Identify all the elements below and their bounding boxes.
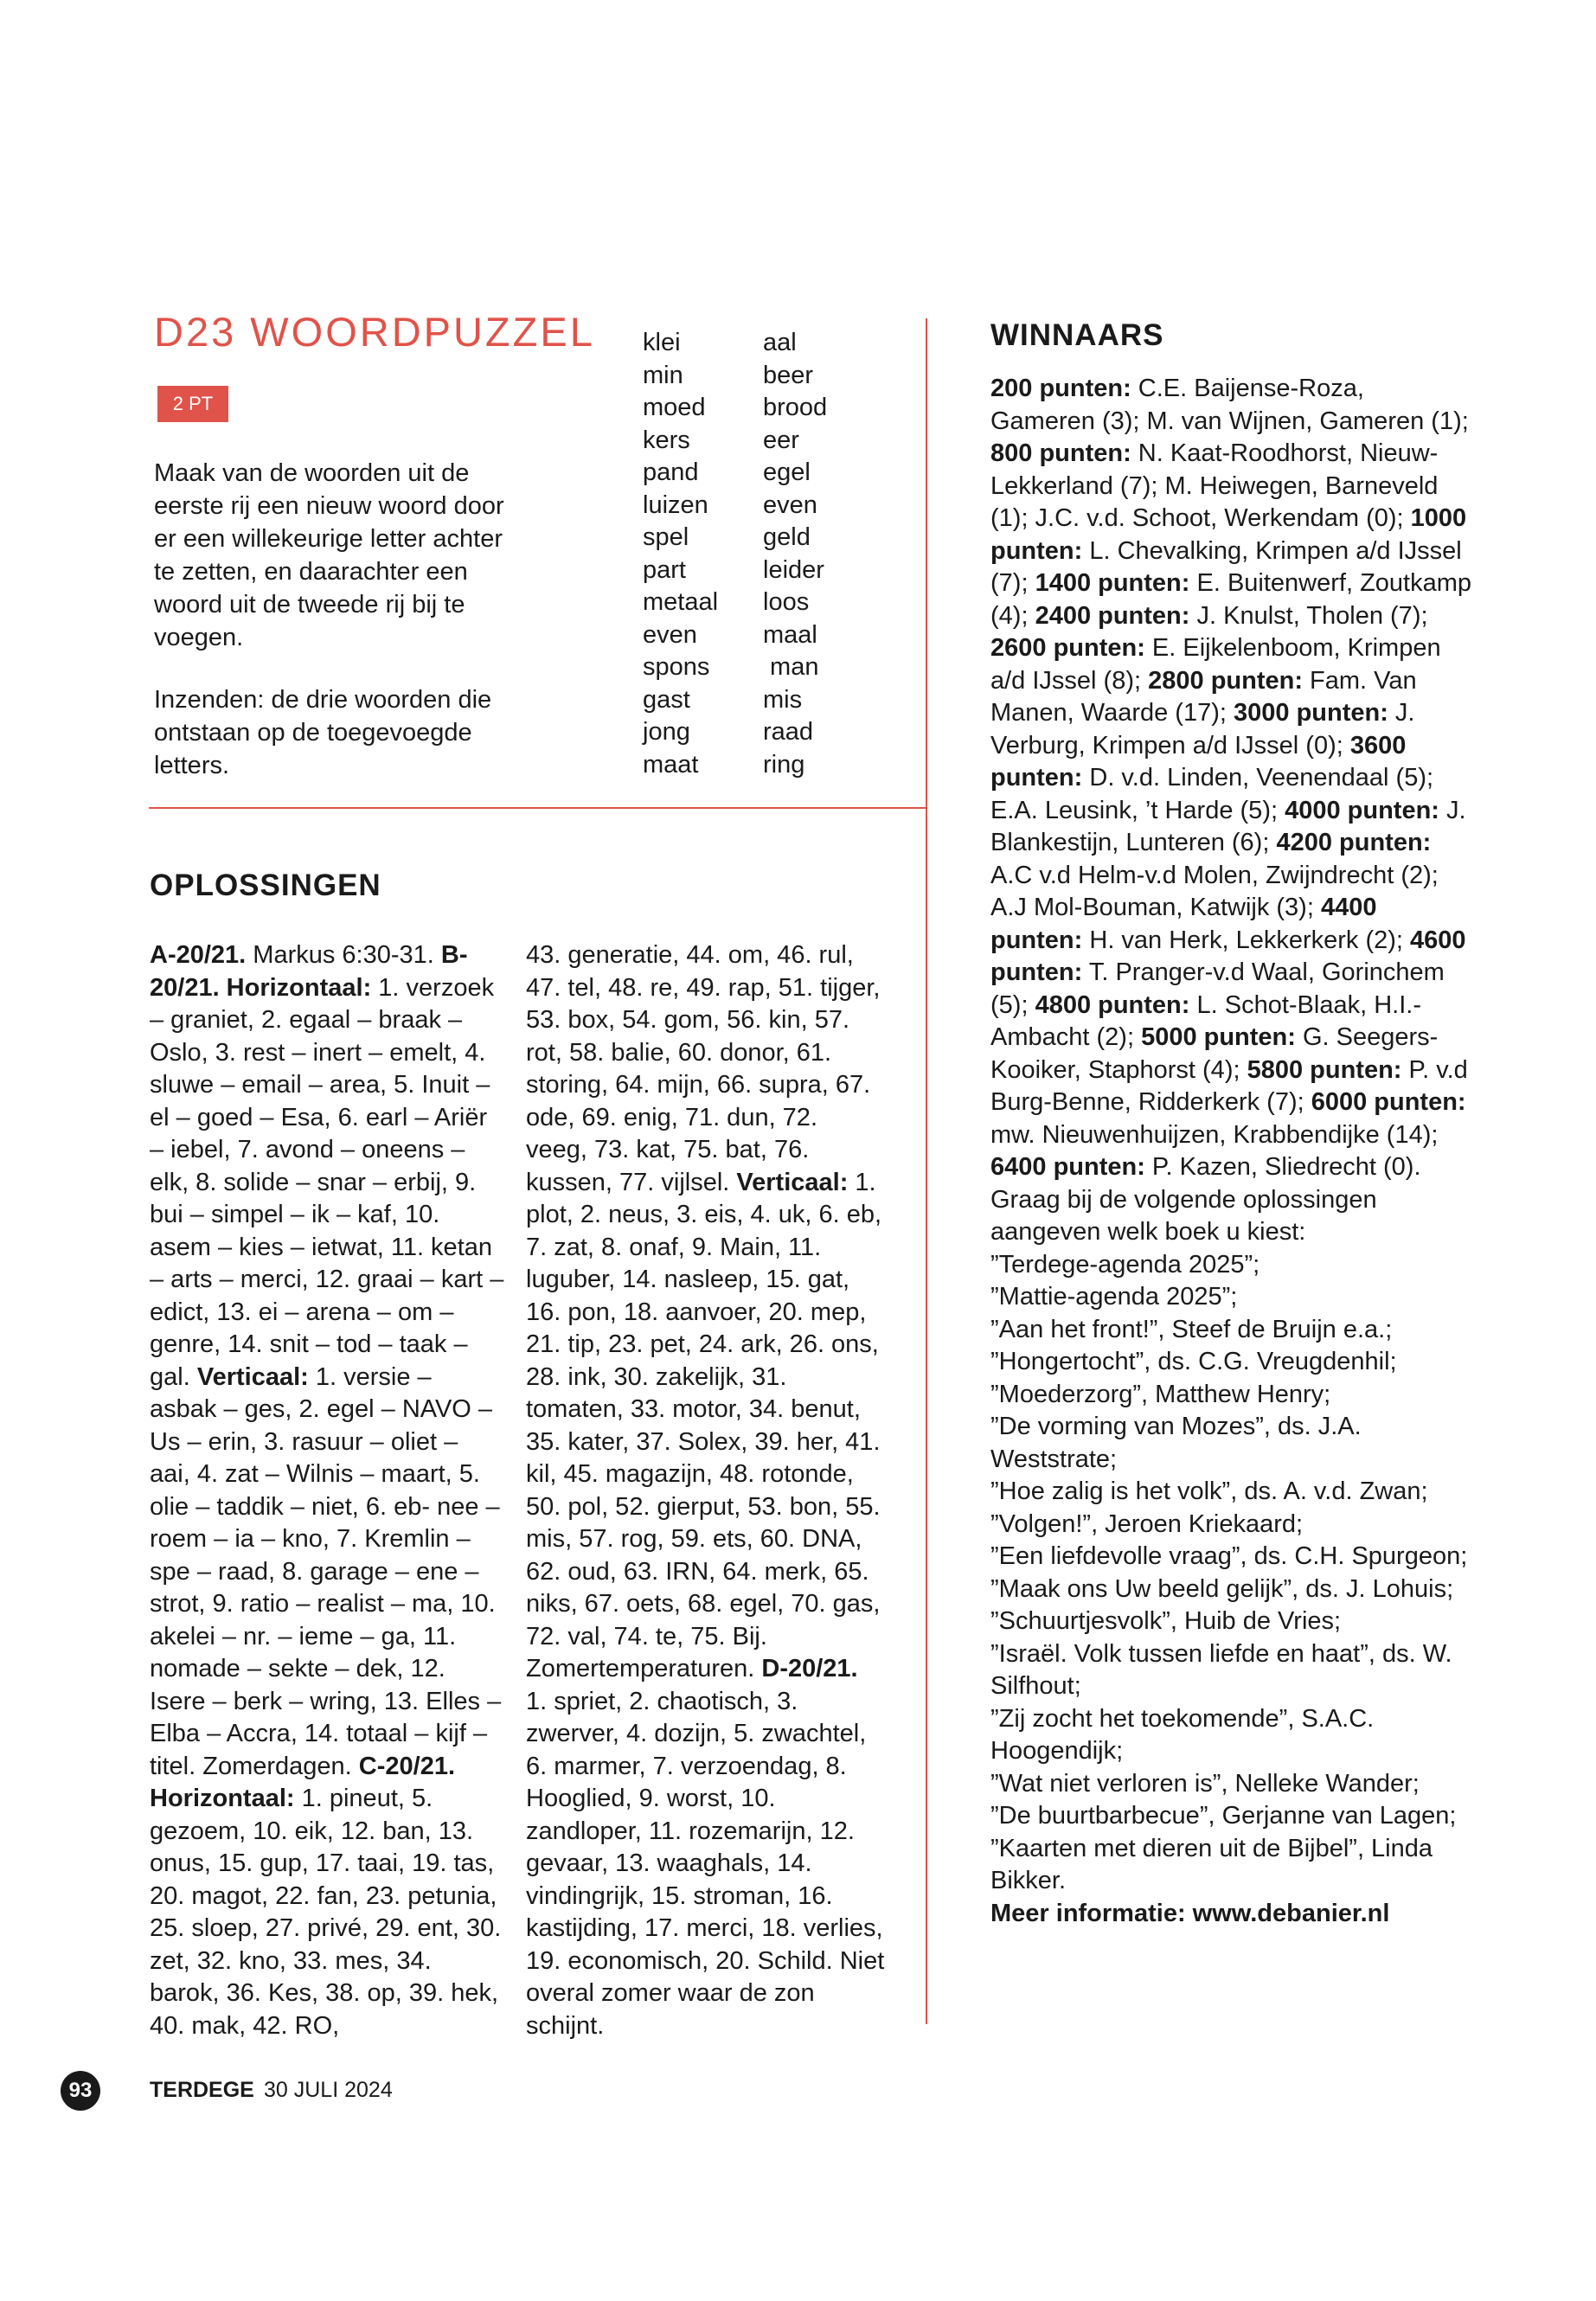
- solutions-heading: OPLOSSINGEN: [150, 868, 381, 902]
- winner-entry-label: 4000 punten:: [1285, 796, 1439, 824]
- more-info: Meer informatie: www.debanier.nl: [990, 1899, 1390, 1927]
- word-second-row: eer: [763, 426, 799, 454]
- first-row-words: [643, 327, 764, 781]
- book-option: ”Israël. Volk tussen liefde en haat”, ds. W. Silfhout;: [990, 1639, 1452, 1700]
- column-divider: [926, 318, 927, 2024]
- points-badge: 2 PT: [157, 386, 228, 422]
- word-first-row: min: [643, 361, 683, 389]
- winner-entry-text: A.C v.d Helm-v.d Molen, Zwijndrecht (2); A.J Mol-Bouman, Katwijk (3);: [990, 861, 1439, 921]
- winner-entry-text: N. Kaat-Roodhorst, Nieuw-Lekkerland (7); M. Heiwegen, Barneveld (1); J.C. v.d. Schoot, Werkendam (0);: [990, 439, 1439, 532]
- word-first-row: gast: [643, 685, 690, 714]
- word-first-row: klei: [643, 329, 681, 356]
- winner-entry-text: J. Verburg, Krimpen a/d IJssel (0);: [990, 699, 1415, 760]
- word-first-row: moed: [643, 394, 706, 421]
- book-option: ”Hongertocht”, ds. C.G. Vreugdenhil;: [990, 1348, 1397, 1375]
- word-first-row: even: [643, 620, 697, 649]
- solution-entry: [150, 941, 503, 1391]
- magazine-name: TERDEGE: [150, 2078, 254, 2102]
- puzzle-instructions: Maak van de woorden uit de eerste rij een nieuw woord door er een willekeurige letter achter te zetten, en daarachter een woord uit de tweede rij bij te voegen.: [154, 459, 504, 651]
- word-first-row: kers: [643, 426, 690, 454]
- solution-entry-label: C-20/21. Horizontaal:: [150, 1752, 456, 1812]
- book-option: ”De buurtbarbecue”, Gerjanne van Lagen;: [990, 1802, 1457, 1830]
- solutions-column-2: [526, 939, 885, 2042]
- winner-entry-label: 5800 punten:: [1247, 1055, 1402, 1084]
- winner-entry-label: 4200 punten:: [1276, 829, 1432, 856]
- winner-entry: [990, 375, 1469, 435]
- book-option: ”De vorming van Mozes”, ds. J.A. Weststrate;: [990, 1413, 1362, 1473]
- second-row-words: [763, 327, 884, 781]
- solution-entry: [150, 941, 441, 969]
- winner-entry-text: L. Chevalking, Krimpen a/d IJssel (7);: [990, 536, 1462, 597]
- word-first-row: maat: [643, 750, 699, 779]
- winner-entry: [990, 439, 1438, 532]
- winner-entry-label: 3000 punten:: [1234, 699, 1388, 727]
- book-option: ”Hoe zalig is het volk”, ds. A. v.d. Zwan;: [990, 1477, 1428, 1505]
- solution-entry-label: D-20/21.: [761, 1655, 858, 1682]
- book-option: ”Een liefdevolle vraag”, ds. C.H. Spurgeon;: [990, 1542, 1468, 1570]
- winner-entry-text: J. Knulst, Tholen (7);: [1189, 601, 1428, 630]
- winner-entry-label: 1000 punten:: [990, 504, 1467, 565]
- book-option: ”Moederzorg”, Matthew Henry;: [990, 1380, 1331, 1408]
- winner-entry-label: 1400 punten:: [1035, 569, 1190, 597]
- book-option: ”Zij zocht het toekomende”, S.A.C. Hoogendijk;: [990, 1704, 1375, 1765]
- solution-entry-text: 1. plot, 2. neus, 3. eis, 4. uk, 6. eb, 7. zat, 8. onaf, 9. Main, 11. luguber, 14. nasleep, 15. gat, 16. pon, 18. aanvoer, 20. mep, 21. tip, 23. pet, 24. ark, 26. ons, 28. ink, 30. zakelijk, 31. tomaten, 33. motor, 34. benut, 35. kater, 37. Solex, 39. her, 41. kil, 45. magazijn, 48. rotonde, 50. pol, 52. gierput, 53. bon, 55. mis, 57. rog, 59. ets, 60. DNA, 62. oud, 63. IRN, 64. merk, 65. niks, 67. oets, 68. egel, 70. gas, 72. val, 74. te, 75. Bij. Zomertemperaturen.: [526, 1168, 882, 1682]
- word-first-row: luizen: [643, 490, 708, 519]
- solution-entry: [150, 1363, 501, 1780]
- word-second-row: geld: [763, 523, 811, 551]
- solution-entry-label: B-20/21. Horizontaal:: [150, 941, 468, 1002]
- solution-entry: [526, 1655, 884, 2040]
- book-option: ”Maak ons Uw beeld gelijk”, ds. J. Lohuis;: [990, 1574, 1454, 1603]
- winner-entry-text: C.E. Baijense-Roza, Gameren (3); M. van Wijnen, Gameren (1);: [990, 375, 1469, 435]
- word-second-row: loos: [763, 588, 810, 616]
- winner-entry-label: 4400 punten:: [990, 894, 1377, 954]
- puzzle-title: D23 WOORDPUZZEL: [154, 309, 595, 355]
- winner-entry-label: 800 punten:: [990, 439, 1131, 467]
- winner-entry-text: J. Blankestijn, Lunteren (6);: [990, 796, 1466, 856]
- winner-entry-text: D. v.d. Linden, Veenendaal (5); E.A. Leusink, ’t Harde (5);: [990, 764, 1434, 824]
- winners-heading: WINNAARS: [990, 318, 1164, 352]
- book-option: ”Wat niet verloren is”, Nelleke Wander;: [990, 1769, 1420, 1798]
- solution-entry: [526, 1169, 881, 1683]
- puzzle-submit-instructions: Inzenden: de drie woorden die ontstaan op de toegevoegde letters.: [154, 686, 492, 779]
- issue-date: 30 JULI 2024: [264, 2078, 393, 2102]
- winner-entry-text: P. v.d Burg-Benne, Ridderkerk (7);: [990, 1055, 1468, 1116]
- word-second-row: beer: [763, 361, 814, 389]
- winner-entry-text: H. van Herk, Lekkerkerk (2);: [1082, 926, 1411, 954]
- word-second-row: mis: [763, 685, 803, 714]
- winner-entry: [990, 1153, 1421, 1181]
- winners-list: [990, 373, 1475, 1184]
- word-second-row: maal: [763, 620, 817, 649]
- word-second-row: ring: [763, 750, 805, 779]
- word-second-row: leider: [763, 555, 824, 584]
- winner-entry-label: 3600 punten:: [990, 731, 1407, 792]
- solutions-column-1: [150, 939, 504, 2042]
- solution-entry-label: Verticaal:: [196, 1362, 309, 1391]
- word-second-row: even: [763, 490, 817, 519]
- winner-entry-label: 5000 punten:: [1141, 1023, 1296, 1051]
- word-second-row: raad: [763, 718, 814, 746]
- winner-entry-text: P. Kazen, Sliedrecht (0).: [1144, 1153, 1421, 1181]
- book-option: ”Kaarten met dieren uit de Bijbel”, Linda Bikker.: [990, 1834, 1433, 1894]
- word-second-row: egel: [763, 458, 811, 486]
- word-first-row: jong: [643, 718, 690, 746]
- page-number: 93: [61, 2071, 100, 2111]
- winner-entry-label: 6400 punten:: [990, 1153, 1145, 1181]
- word-second-row: aal: [763, 329, 797, 356]
- solution-entry-text: 43. generatie, 44. om, 46. rul, 47. tel, 48. re, 49. rap, 51. tijger, 53. box, 54. gom, 56. kin, 57. rot, 58. balie, 60. donor, 61. storing, 64. mijn, 66. supra, 67. ode, 69. enig, 71. dun, 72. veeg, 73. kat, 75. bat, 76. kussen, 77. vijlsel.: [526, 941, 881, 1196]
- winner-entry-label: 2800 punten:: [1148, 666, 1303, 695]
- winner-entry-text: T. Pranger-v.d Waal, Gorinchem (5);: [990, 958, 1445, 1019]
- solution-entry-text: 1. pineut, 5. gezoem, 10. eik, 12. ban, 13. onus, 15. gup, 17. taai, 19. tas, 20. magot, 22. fan, 23. petunia, 25. sloep, 27. privé, 29. ent, 30. zet, 32. kno, 33. mes, 34. barok, 36. Kes, 38. op, 39. hek, 40. mak, 42. RO,: [150, 1785, 502, 2040]
- winner-entry-label: 6000 punten:: [1311, 1088, 1466, 1116]
- winner-entry-text: mw. Nieuwenhuijzen, Krabbendijke (14);: [990, 1120, 1439, 1149]
- winner-entry-label: 2400 punten:: [1035, 601, 1190, 630]
- word-first-row: metaal: [643, 588, 719, 616]
- book-option: ”Aan het front!”, Steef de Bruijn e.a.;: [990, 1315, 1393, 1343]
- book-option: ”Volgen!”, Jeroen Kriekaard;: [990, 1509, 1304, 1538]
- book-option: ”Mattie-agenda 2025”;: [990, 1283, 1238, 1311]
- word-first-row: pand: [643, 458, 699, 486]
- solution-entry: [150, 1753, 501, 2040]
- winner-entry-text: E. Buitenwerf, Zoutkamp (4);: [990, 569, 1472, 630]
- winner-entry-text: Fam. Van Manen, Waarde (17);: [990, 666, 1417, 727]
- book-option: ”Schuurtjesvolk”, Huib de Vries;: [990, 1607, 1342, 1635]
- solution-entry-text: 1. versie – asbak – ges, 2. egel – NAVO – Us – erin, 3. rasuur – oliet – aai, 4. zat – Wilnis – maart, 5. olie – taddik – niet, 6. eb- nee – roem – ia – kno, 7. Kremlin – spe – raad, 8. garage – ene – strot, 9. ratio – realist – ma, 10. akelei – nr. – ieme – ga, 11. nomade – sekte – dek, 12. Isere – berk – wring, 13. Elles – Elba – Accra, 14. totaal – kijf – titel. Zomerdagen.: [150, 1362, 502, 1780]
- books-intro: Graag bij de volgende oplossingen aangeven welk boek u kiest:: [990, 1185, 1377, 1246]
- solution-entry: [526, 941, 880, 1196]
- winner-entry-label: 4600 punten:: [990, 926, 1466, 986]
- winner-entry-text: L. Schot-Blaak, H.I.-Ambacht (2);: [990, 990, 1421, 1051]
- word-first-row: part: [643, 555, 686, 584]
- book-option: ”Terdege-agenda 2025”;: [990, 1250, 1260, 1279]
- winner-entry-label: 200 punten:: [990, 375, 1131, 402]
- word-first-row: spons: [643, 653, 710, 681]
- word-second-row: man: [763, 653, 819, 681]
- winners-column: [990, 373, 1475, 1930]
- word-second-row: brood: [763, 394, 828, 421]
- word-first-row: spel: [643, 523, 689, 551]
- winner-entry-text: E. Eijkelenboom, Krimpen a/d IJssel (8);: [990, 634, 1441, 695]
- winner-entry: [1035, 602, 1428, 630]
- solution-entry-text: 1. verzoek – graniet, 2. egaal – braak – Oslo, 3. rest – inert – emelt, 4. sluwe – email – area, 5. Inuit – el – goed – Esa, 6. earl – Ariër – iebel, 7. avond – oneens – elk, 8. solide – snar – erbij, 9. bui – simpel – ik – kaf, 10. asem – kies – ietwat, 11. ketan – arts – merci, 12. graai – kart – edict, 13. ei – arena – om – genre, 14. snit – tod – taak – gal.: [150, 973, 504, 1391]
- winner-entry-text: G. Seegers-Kooiker, Staphorst (4);: [990, 1023, 1439, 1084]
- solution-entry-label: Verticaal:: [736, 1168, 849, 1196]
- books-list: [990, 1249, 1475, 1898]
- solution-entry-text: Markus 6:30-31.: [246, 941, 441, 969]
- puzzle-divider: [149, 807, 926, 809]
- solution-entry-text: 1. spriet, 2. chaotisch, 3. zwerver, 4. dozijn, 5. zwachtel, 6. marmer, 7. verzoendag, 8. Hooglied, 9. worst, 10. zandloper, 11. rozemarijn, 12. gevaar, 13. waaghals, 14. vindingrijk, 15. stroman, 16. kastijding, 17. merci, 18. verlies, 19. economisch, 20. Schild. Niet overal zomer waar de zon schijnt.: [526, 1687, 885, 2040]
- winner-entry-label: 2600 punten:: [990, 634, 1145, 662]
- winner-entry-label: 4800 punten:: [1035, 990, 1190, 1019]
- solution-entry-label: A-20/21.: [150, 941, 247, 969]
